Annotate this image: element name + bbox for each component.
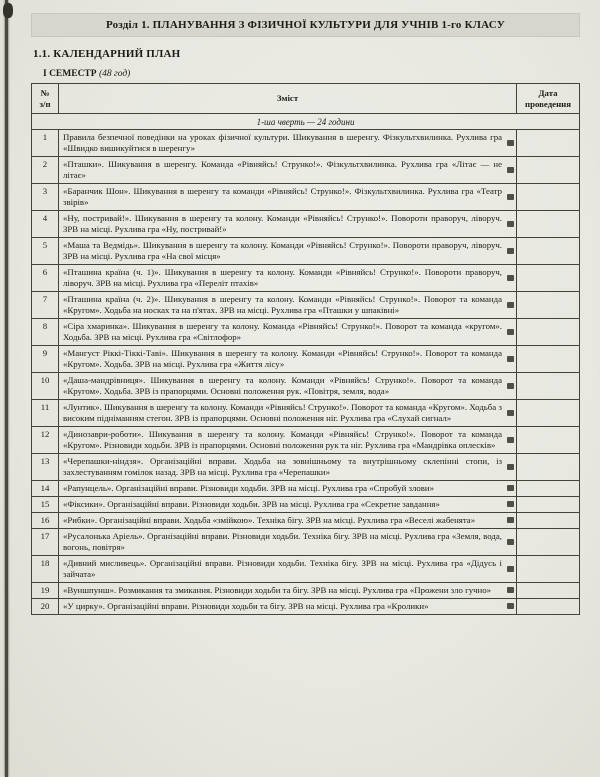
table-row [32,237,580,264]
row-content: «Пташки». Шикування в шеренгу. Команда «Рівняйсь! Струнко!». Фізкультхвилинка. Рухлива гра «Літає — не літає» [59,157,517,184]
row-number: 2 [32,157,59,184]
calendar-plan-table [31,83,580,615]
row-number: 19 [32,582,59,598]
row-content: «Черепашки-ніндзя». Організаційні вправи. Ходьба на зовнішньому та внутрішньому склепінні стопи, із захлестуванням гомілок назад. ЗРВ на місці. Рухлива гра «Черепашки» [59,453,517,480]
table-row [32,130,580,157]
row-date-empty [517,528,580,555]
row-number: 3 [32,184,59,211]
row-number: 13 [32,453,59,480]
row-date-empty [517,426,580,453]
chapter-title: Розділ 1. ПЛАНУВАННЯ З ФІЗИЧНОЇ КУЛЬТУРИ ДЛЯ УЧНІВ 1-го КЛАСУ [31,13,580,37]
row-date-empty [517,157,580,184]
header-content-column: Зміст [59,84,517,114]
row-content: «Вуншпунш». Розмикання та змикання. Різновиди ходьби та бігу. ЗРВ на місці. Рухлива гра «Прожени зло гучно» [59,582,517,598]
table-header [32,84,580,114]
row-date-empty [517,480,580,496]
row-date-empty [517,496,580,512]
row-number: 16 [32,512,59,528]
row-content: «Пташина країна (ч. 2)». Шикування в шеренгу та колону. Команди «Рівняйсь! Струнко!». Поворот та команда «Кругом». Ходьба на носках та на п'ятах. ЗРВ на місці. Рухлива гра «Пташки у шпаківні» [59,291,517,318]
header-num-top: № [40,88,50,98]
row-date-empty [517,237,580,264]
row-content: «Маша та Ведмідь». Шикування в шеренгу та колону. Команди «Рівняйсь! Струнко!». Повороти праворуч, ліворуч. ЗРВ на місці. Рухлива гра «На свої місця» [59,237,517,264]
row-content: «Мангуст Ріккі-Тіккі-Таві». Шикування в шеренгу та колону. Команди «Рівняйсь! Струнко!». Поворот та команда «Кругом». Ходьба. ЗРВ на місці. Рухлива гра «Життя лісу» [59,345,517,372]
row-number: 10 [32,372,59,399]
row-number: 20 [32,598,59,614]
table-row [32,453,580,480]
row-date-empty [517,372,580,399]
semester-label: І СЕМЕСТР [43,69,97,79]
semester-heading [43,69,580,79]
row-date-empty [517,399,580,426]
row-content: «Даша-мандрівниця». Шикування в шеренгу та колону. Команди «Рівняйсь! Струнко!». Поворот та команда «Кругом». Ходьба. ЗРВ із прапорцями. Основні положення рук. «Повітря, земля, вода» [59,372,517,399]
table-row [32,157,580,184]
scan-edge-shadow [5,0,8,777]
row-date-empty [517,130,580,157]
table-row [32,480,580,496]
table-row [32,496,580,512]
row-number: 14 [32,480,59,496]
row-number: 18 [32,555,59,582]
row-content: «Ну, постривай!». Шикування в шеренгу та колону. Команди «Рівняйсь! Струнко!». Повороти праворуч, ліворуч. ЗРВ на місці. Рухлива гра «Ну, постривай!» [59,211,517,238]
header-num-column [32,84,59,114]
table-row [32,512,580,528]
row-number: 17 [32,528,59,555]
row-content: «Фіксики». Організаційні вправи. Різновиди ходьби. ЗРВ на місці. Рухлива гра «Секретне завдання» [59,496,517,512]
row-content: «У цирку». Організаційні вправи. Різновиди ходьби та бігу. ЗРВ на місці. Рухлива гра «Кролики» [59,598,517,614]
row-content: «Рапунцель». Організаційні вправи. Різновиди ходьби. ЗРВ на місці. Рухлива гра «Спробуй злови» [59,480,517,496]
table-row [32,184,580,211]
row-content: «Дивний мисливець». Організаційні вправи. Різновиди ходьби. Техніка бігу. ЗРВ на місці. Рухлива гра «Дідусь і зайчата» [59,555,517,582]
semester-hours: (48 год) [98,69,131,79]
row-date-empty [517,184,580,211]
plan-table-body [32,114,580,614]
row-number: 15 [32,496,59,512]
table-row [32,528,580,555]
table-row [32,555,580,582]
quarter-row [32,114,580,130]
scan-corner-mark [3,3,13,18]
table-row [32,211,580,238]
row-number: 11 [32,399,59,426]
row-content: «Сіра хмаринка». Шикування в шеренгу та колону. Команда «Рівняйсь! Струнко!». Поворот та команда «кругом». Ходьба. ЗРВ на місці. Рухлива гра «Світлофор» [59,318,517,345]
row-content: «Динозаври-роботи». Шикування в шеренгу та колону. Команди «Рівняйсь! Струнко!». Поворот та команда «Кругом». Різновиди ходьби. ЗРВ із прапорцями. Основні положення рук та ніг. Рухлива гра «Мандрівка оплесків» [59,426,517,453]
row-number: 8 [32,318,59,345]
row-date-empty [517,453,580,480]
header-num-bottom: з/п [39,98,51,109]
row-date-empty [517,555,580,582]
row-number: 6 [32,264,59,291]
row-number: 7 [32,291,59,318]
table-row [32,291,580,318]
section-title: 1.1. КАЛЕНДАРНИЙ ПЛАН [33,48,181,60]
table-row [32,598,580,614]
page-content [31,13,580,615]
row-date-empty [517,211,580,238]
row-content: «Лунтик». Шикування в шеренгу та колону. Команди «Рівняйсь! Струнко!». Поворот та команда «Кругом». Ходьба з високим підніманням стегон. ЗРВ із прапорцями. Основні положення ніг. Рухлива гра «Слухай сигнал» [59,399,517,426]
header-date-column: Дата проведення [517,84,580,114]
table-row [32,264,580,291]
quarter-heading: 1-ша чверть — 24 години [32,114,580,130]
table-row [32,426,580,453]
row-number: 1 [32,130,59,157]
row-number: 12 [32,426,59,453]
row-date-empty [517,512,580,528]
table-row [32,318,580,345]
row-content: «Русалонька Аріель». Організаційні вправи. Різновиди ходьби. Техніка бігу. ЗРВ на місці. Рухлива гра «Земля, вода, вогонь, повітря» [59,528,517,555]
row-content: «Рибки». Організаційні вправи. Ходьба «змійкою». Техніка бігу. ЗРВ на місці. Рухлива гра «Веселі жабенята» [59,512,517,528]
table-row [32,372,580,399]
row-content: Правила безпечної поведінки на уроках фізичної культури. Шикування в шеренгу. Фізкультхвилинка. Рухлива гра «Швидко вишикуйтися в шеренгу» [59,130,517,157]
row-date-empty [517,318,580,345]
table-row [32,399,580,426]
row-number: 5 [32,237,59,264]
row-content: «Баранчик Шон». Шикування в шеренгу та команди «Рівняйсь! Струнко!». Фізкультхвилинка. Рухлива гра «Театр звірів» [59,184,517,211]
row-date-empty [517,582,580,598]
row-content: «Пташина країна (ч. 1)». Шикування в шеренгу та колону. Команди «Рівняйсь! Струнко!». Повороти праворуч, ліворуч. ЗРВ на місці. Рухлива гра «Переліт птахів» [59,264,517,291]
table-row [32,582,580,598]
row-number: 4 [32,211,59,238]
row-date-empty [517,291,580,318]
row-date-empty [517,345,580,372]
row-date-empty [517,598,580,614]
table-row [32,345,580,372]
row-date-empty [517,264,580,291]
row-number: 9 [32,345,59,372]
